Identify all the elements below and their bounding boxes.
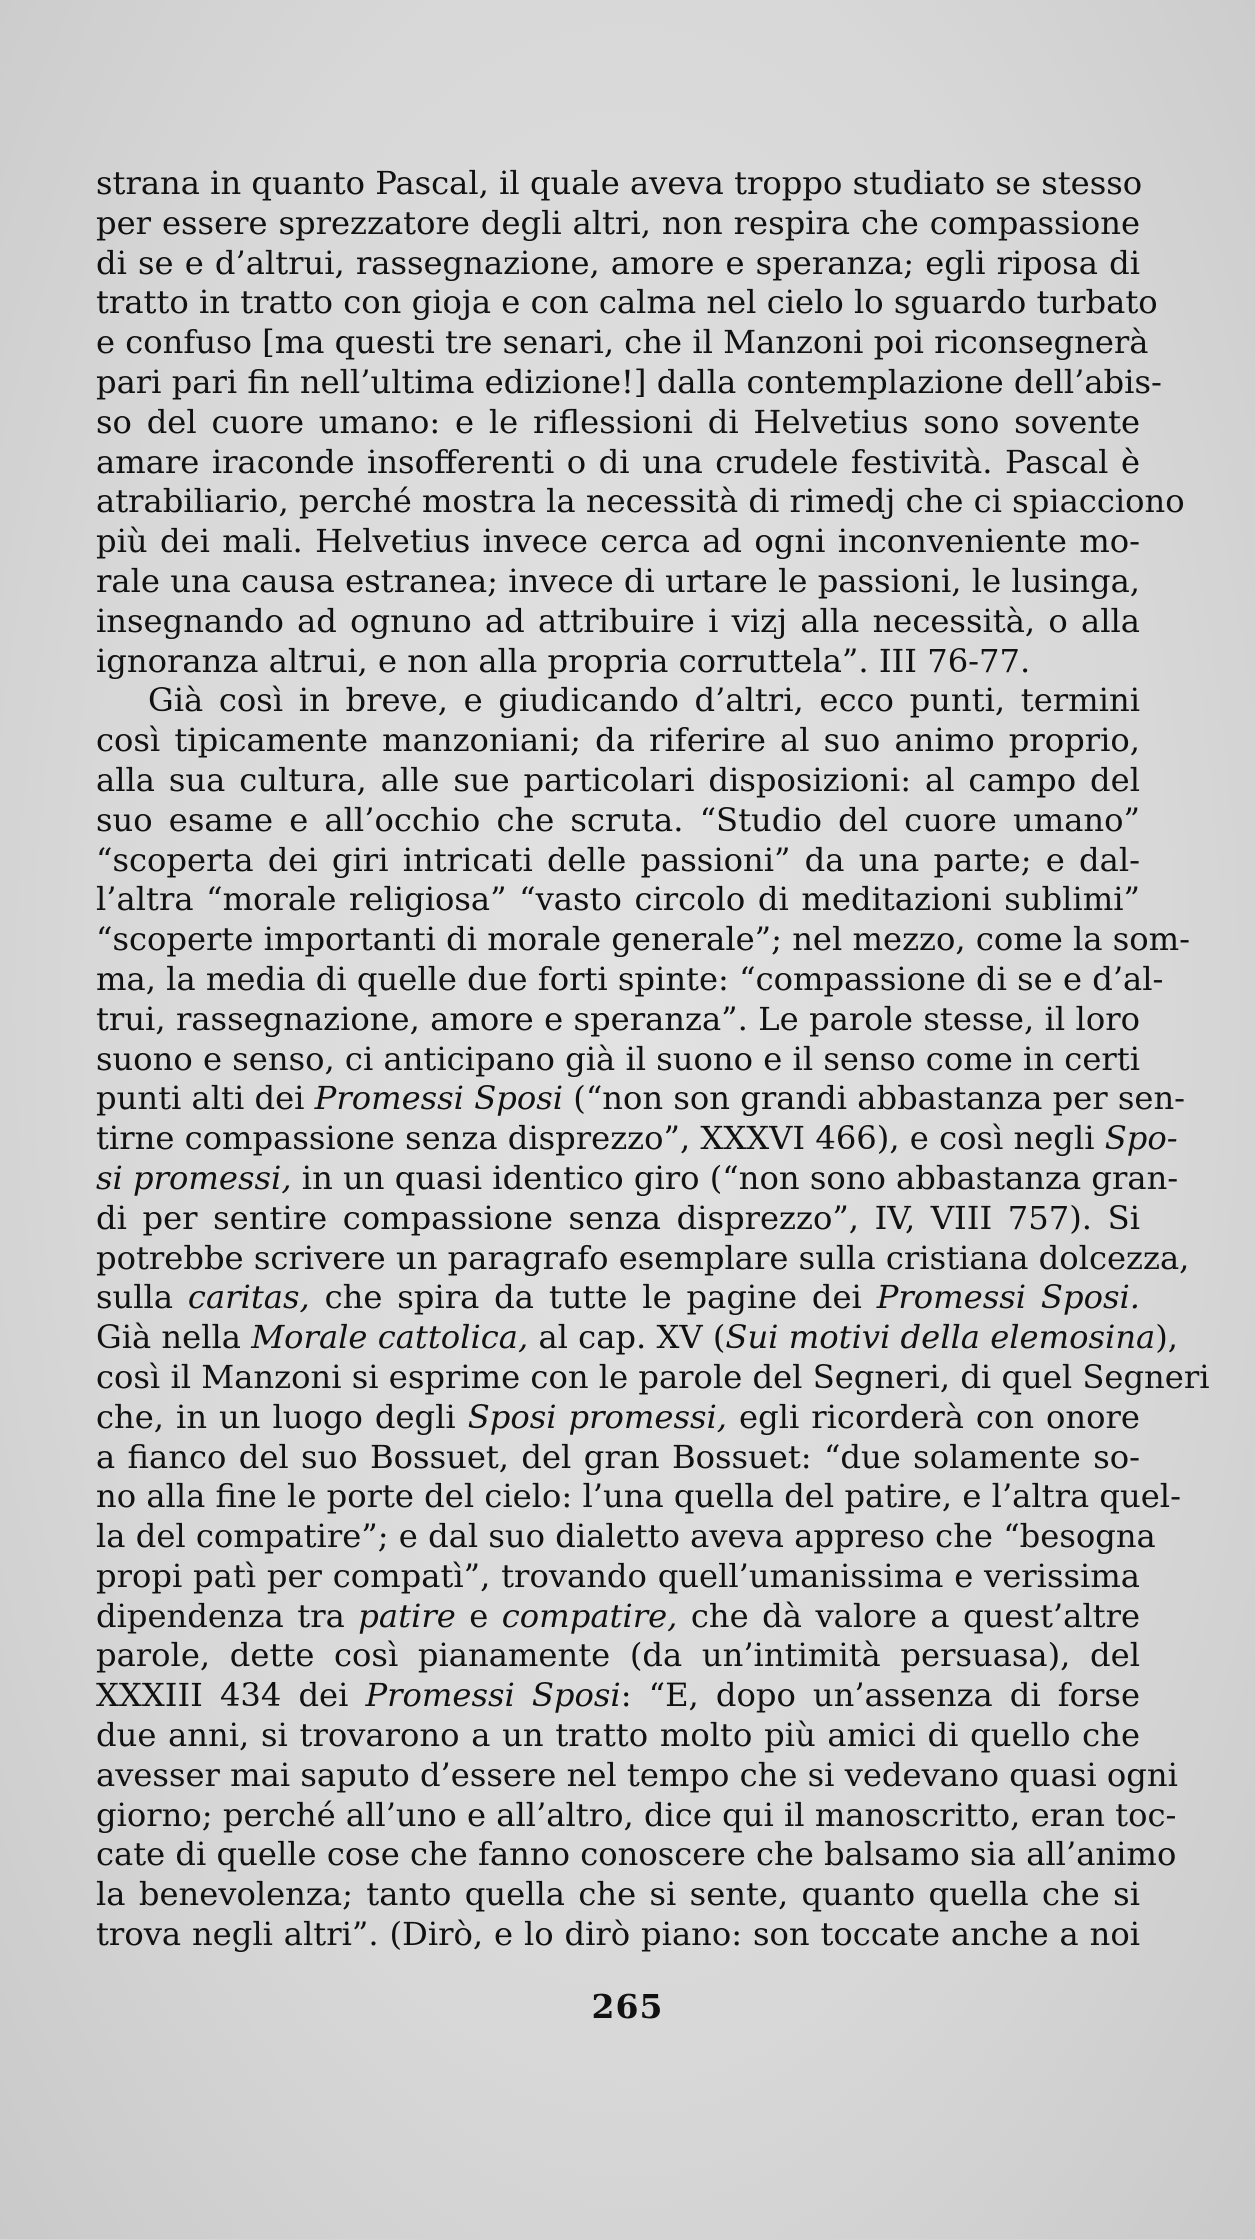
- text-line: suono e senso, ci anticipano già il suono e il senso come in certi: [96, 1039, 1140, 1078]
- text-line: pari pari fin nell’ultima edizione!] dalla contemplazione dell’abis-: [96, 362, 1162, 401]
- text-line: amare iraconde insofferenti o di una crudele festività. Pascal è: [96, 442, 1140, 481]
- text-line: suo esame e all’occhio che scruta. “Studio del cuore umano”: [96, 800, 1140, 839]
- text-line: Già nella Morale cattolica, al cap. XV (Sui motivi della elemosina),: [96, 1318, 1179, 1357]
- text-line: la del compatire”; e dal suo dialetto aveva appreso che “besogna: [96, 1517, 1156, 1556]
- text-line: due anni, si trovarono a un tratto molto più amici di quello che: [96, 1716, 1140, 1755]
- text-line: tratto in tratto con gioja e con calma nel cielo lo sguardo turbato: [96, 283, 1158, 322]
- text-line: trova negli altri”. (Dirò, e lo dirò piano: son toccate anche a noi: [96, 1915, 1140, 1954]
- text-line: ignoranza altrui, e non alla propria corruttela”. III 76-77.: [96, 641, 1031, 680]
- text-line: avesser mai saputo d’essere nel tempo che si vedevano quasi ogni: [96, 1755, 1178, 1794]
- text-line: dipendenza tra patire e compatire, che dà valore a quest’altre: [96, 1596, 1140, 1635]
- text-line: così il Manzoni si esprime con le parole del Segneri, di quel Segneri: [96, 1357, 1210, 1396]
- text-line: atrabiliario, perché mostra la necessità di rimedj che ci spiacciono: [96, 482, 1185, 521]
- text-line: sulla caritas, che spira da tutte le pagine dei Promessi Sposi.: [96, 1278, 1141, 1317]
- text-line: di per sentire compassione senza disprezzo”, IV, VIII 757). Si: [96, 1198, 1140, 1237]
- text-line: trui, rassegnazione, amore e speranza”. Le parole stesse, il loro: [96, 999, 1140, 1038]
- text-line: propi patì per compatì”, trovando quell’umanissima e verissima: [96, 1556, 1140, 1595]
- text-line: cate di quelle cose che fanno conoscere che balsamo sia all’animo: [96, 1835, 1177, 1874]
- text-line: so del cuore umano: e le riflessioni di Helvetius sono sovente: [96, 402, 1140, 441]
- text-line: più dei mali. Helvetius invece cerca ad ogni inconveniente mo-: [96, 522, 1140, 561]
- text-line: strana in quanto Pascal, il quale aveva troppo studiato se stesso: [96, 164, 1143, 202]
- text-line: punti alti dei Promessi Sposi (“non son grandi abbastanza per sen-: [96, 1079, 1186, 1118]
- text-line: “scoperte importanti di morale generale”; nel mezzo, come la som-: [96, 920, 1191, 959]
- text-line: insegnando ad ognuno ad attribuire i vizj alla necessità, o alla: [96, 601, 1140, 640]
- text-line: no alla fine le porte del cielo: l’una quella del patire, e l’altra quel-: [96, 1477, 1181, 1516]
- text-line: per essere sprezzatore degli altri, non respira che compassione: [96, 203, 1140, 242]
- text-line: si promessi, in un quasi identico giro (“non sono abbastanza gran-: [96, 1158, 1179, 1197]
- text-line: la benevolenza; tanto quella che si sente, quanto quella che si: [96, 1875, 1140, 1914]
- text-line: a fianco del suo Bossuet, del gran Bossuet: “due solamente so-: [96, 1437, 1140, 1476]
- text-line: tirne compassione senza disprezzo”, XXXVI 466), e così negli Spo-: [96, 1119, 1178, 1158]
- text-line: potrebbe scrivere un paragrafo esemplare sulla cristiana dolcezza,: [96, 1238, 1190, 1277]
- text-line: di se e d’altrui, rassegnazione, amore e speranza; egli riposa di: [96, 243, 1140, 282]
- text-line: “scoperta dei giri intricati delle passioni” da una parte; e dal-: [96, 840, 1140, 879]
- text-line: l’altra “morale religiosa” “vasto circolo di meditazioni sublimi”: [96, 880, 1140, 919]
- text-line: che, in un luogo degli Sposi promessi, egli ricorderà con onore: [96, 1397, 1140, 1436]
- text-line: alla sua cultura, alle sue particolari disposizioni: al campo del: [96, 760, 1140, 799]
- text-line: ma, la media di quelle due forti spinte: “compassione di se e d’al-: [96, 959, 1164, 998]
- paragraph-start: Già così in breve, e giudicando d’altri, ecco punti, termini: [148, 681, 1140, 720]
- text-line: XXXIII 434 dei Promessi Sposi: “E, dopo un’assenza di forse: [96, 1676, 1140, 1715]
- text-line: e confuso [ma questi tre senari, che il Manzoni poi riconsegnerà: [96, 323, 1149, 362]
- text-line: parole, dette così pianamente (da un’intimità persuasa), del: [96, 1636, 1140, 1675]
- body-text: [96, 164, 1210, 1955]
- text-line: rale una causa estranea; invece di urtare le passioni, le lusinga,: [96, 561, 1140, 600]
- text-line: così tipicamente manzoniani; da riferire al suo animo proprio,: [96, 721, 1140, 760]
- text-line: giorno; perché all’uno e all’altro, dice qui il manoscritto, eran toc-: [96, 1795, 1177, 1834]
- page-number: 265: [591, 1987, 664, 2026]
